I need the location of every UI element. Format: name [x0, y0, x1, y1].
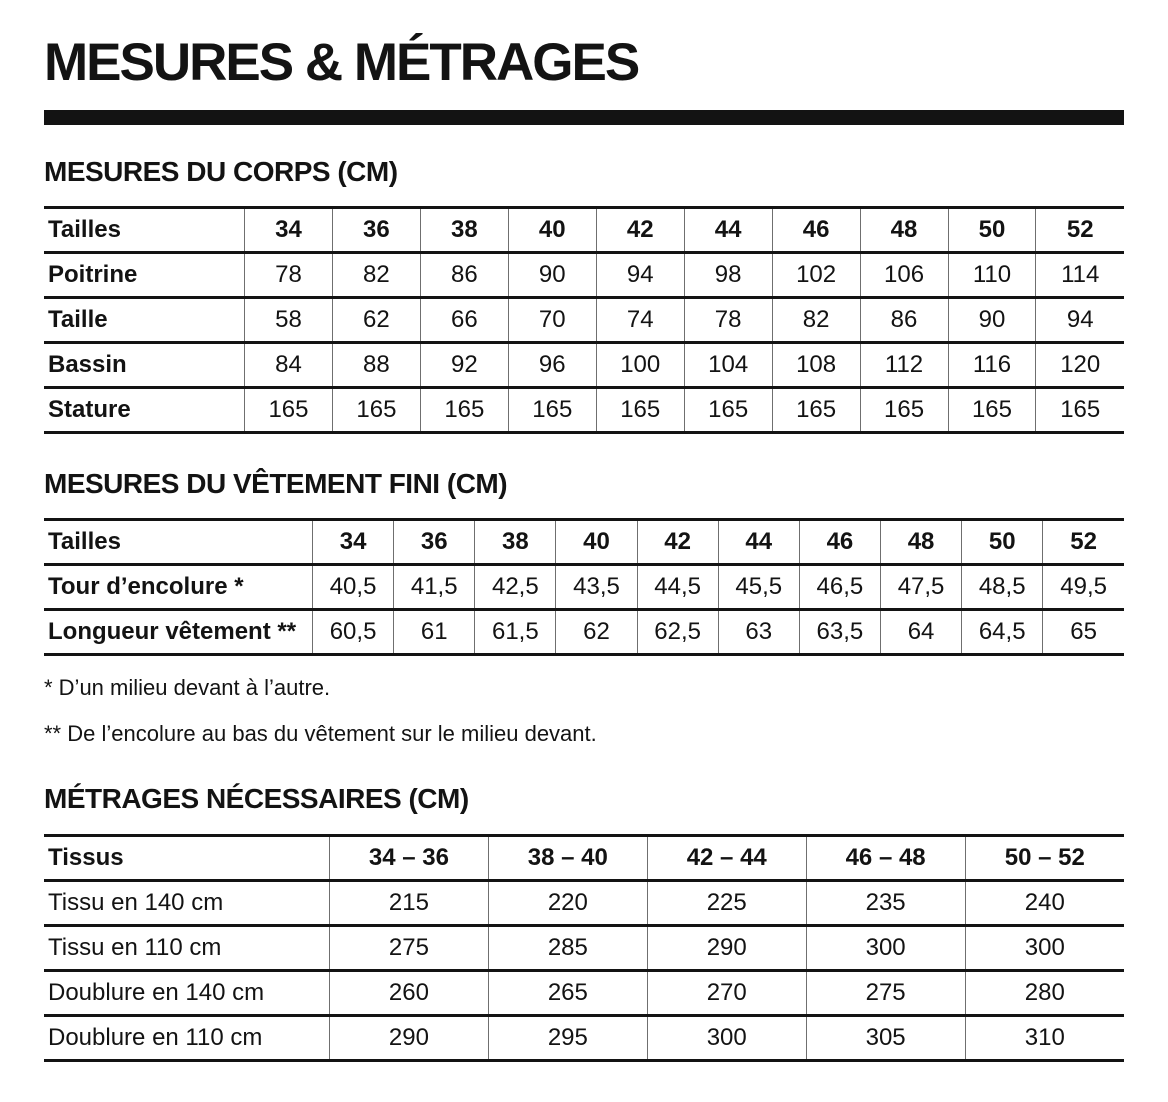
cell: 310	[965, 1016, 1124, 1061]
cell: 165	[684, 388, 772, 433]
row-label: Poitrine	[48, 261, 138, 289]
section-heading-finished-garment: MESURES DU VÊTEMENT FINI (CM)	[44, 468, 508, 500]
column-header: 46	[799, 520, 880, 565]
cell: 116	[948, 343, 1036, 388]
cell: 110	[948, 253, 1036, 298]
cell: 78	[684, 298, 772, 343]
cell: 90	[508, 253, 596, 298]
cell: 47,5	[880, 565, 961, 610]
cell: 66	[420, 298, 508, 343]
footnote-neckline: * D’un milieu devant à l’autre.	[44, 675, 331, 701]
cell: 62	[332, 298, 420, 343]
column-header: 50	[948, 208, 1036, 253]
cell: 43,5	[556, 565, 637, 610]
row-label: Tissu en 140 cm	[48, 889, 224, 917]
footnote-garment-length: ** De l’encolure au bas du vêtement sur le milieu devant.	[44, 721, 597, 747]
column-header: 46	[772, 208, 860, 253]
column-header: 40	[556, 520, 637, 565]
header-row	[44, 520, 1124, 565]
cell: 96	[508, 343, 596, 388]
section-heading-body-measurements: MESURES DU CORPS (CM)	[44, 156, 398, 188]
cell: 215	[330, 881, 489, 926]
cell: 94	[596, 253, 684, 298]
cell: 108	[772, 343, 860, 388]
cell: 220	[488, 881, 647, 926]
column-header: 38	[475, 520, 556, 565]
cell: 64,5	[962, 610, 1043, 655]
cell: 64	[880, 610, 961, 655]
row-label-header: Tailles	[48, 216, 121, 244]
column-header: 44	[684, 208, 772, 253]
column-header: 48	[880, 520, 961, 565]
cell: 305	[806, 1016, 965, 1061]
cell: 42,5	[475, 565, 556, 610]
cell: 300	[647, 1016, 806, 1061]
cell: 98	[684, 253, 772, 298]
row-label: Longueur vêtement **	[48, 618, 297, 646]
column-header: 34 – 36	[330, 836, 489, 881]
cell: 61,5	[475, 610, 556, 655]
cell: 78	[245, 253, 333, 298]
fabric-requirements-table	[44, 834, 1124, 1062]
cell: 100	[596, 343, 684, 388]
cell: 275	[330, 926, 489, 971]
cell: 295	[488, 1016, 647, 1061]
column-header: 48	[860, 208, 948, 253]
cell: 86	[420, 253, 508, 298]
cell: 49,5	[1043, 565, 1124, 610]
cell: 40,5	[313, 565, 394, 610]
cell: 165	[245, 388, 333, 433]
cell: 84	[245, 343, 333, 388]
cell: 90	[948, 298, 1036, 343]
cell: 285	[488, 926, 647, 971]
cell: 300	[806, 926, 965, 971]
cell: 102	[772, 253, 860, 298]
cell: 46,5	[799, 565, 880, 610]
cell: 114	[1036, 253, 1124, 298]
cell: 260	[330, 971, 489, 1016]
table-row	[44, 253, 1124, 298]
section-body-measurements	[44, 158, 1124, 434]
table-row	[44, 343, 1124, 388]
cell: 41,5	[394, 565, 475, 610]
column-header: 36	[332, 208, 420, 253]
header-row	[44, 208, 1124, 253]
column-header: 50	[962, 520, 1043, 565]
cell: 225	[647, 881, 806, 926]
cell: 86	[860, 298, 948, 343]
column-header: 50 – 52	[965, 836, 1124, 881]
cell: 265	[488, 971, 647, 1016]
row-label-header: Tailles	[48, 528, 121, 556]
cell: 235	[806, 881, 965, 926]
page-title: MESURES & MÉTRAGES	[44, 33, 639, 92]
column-header: 44	[718, 520, 799, 565]
column-header: 34	[245, 208, 333, 253]
table-row	[44, 1016, 1124, 1061]
header-row	[44, 836, 1124, 881]
column-header: 42	[596, 208, 684, 253]
row-label-header: Tissus	[48, 844, 124, 872]
row-label: Doublure en 140 cm	[48, 979, 265, 1007]
cell: 74	[596, 298, 684, 343]
table-row	[44, 926, 1124, 971]
cell: 270	[647, 971, 806, 1016]
cell: 165	[772, 388, 860, 433]
row-label: Stature	[48, 396, 131, 424]
cell: 62,5	[637, 610, 718, 655]
table-row	[44, 388, 1124, 433]
row-label: Taille	[48, 306, 108, 334]
cell: 275	[806, 971, 965, 1016]
row-label: Tissu en 110 cm	[48, 934, 222, 962]
cell: 92	[420, 343, 508, 388]
cell: 290	[647, 926, 806, 971]
cell: 165	[860, 388, 948, 433]
cell: 65	[1043, 610, 1124, 655]
column-header: 40	[508, 208, 596, 253]
cell: 82	[772, 298, 860, 343]
cell: 61	[394, 610, 475, 655]
column-header: 36	[394, 520, 475, 565]
cell: 165	[508, 388, 596, 433]
cell: 280	[965, 971, 1124, 1016]
column-header: 46 – 48	[806, 836, 965, 881]
cell: 165	[1036, 388, 1124, 433]
cell: 165	[420, 388, 508, 433]
cell: 48,5	[962, 565, 1043, 610]
cell: 60,5	[313, 610, 394, 655]
cell: 104	[684, 343, 772, 388]
cell: 44,5	[637, 565, 718, 610]
finished-garment-table	[44, 518, 1124, 656]
cell: 62	[556, 610, 637, 655]
column-header: 38	[420, 208, 508, 253]
cell: 94	[1036, 298, 1124, 343]
cell: 63,5	[799, 610, 880, 655]
cell: 120	[1036, 343, 1124, 388]
row-label: Doublure en 110 cm	[48, 1024, 263, 1052]
cell: 70	[508, 298, 596, 343]
section-heading-fabric-requirements: MÉTRAGES NÉCESSAIRES (CM)	[44, 783, 469, 815]
body-measurements-table	[44, 206, 1124, 434]
column-header: 52	[1043, 520, 1124, 565]
cell: 82	[332, 253, 420, 298]
cell: 112	[860, 343, 948, 388]
cell: 165	[948, 388, 1036, 433]
section-finished-garment-measurements	[44, 470, 1124, 747]
cell: 106	[860, 253, 948, 298]
column-header: 52	[1036, 208, 1124, 253]
table-row	[44, 298, 1124, 343]
cell: 300	[965, 926, 1124, 971]
cell: 45,5	[718, 565, 799, 610]
row-label: Tour d’encolure *	[48, 573, 244, 601]
column-header: 42 – 44	[647, 836, 806, 881]
section-fabric-requirements	[44, 785, 1124, 1062]
table-row	[44, 610, 1124, 655]
cell: 165	[596, 388, 684, 433]
table-row	[44, 881, 1124, 926]
cell: 88	[332, 343, 420, 388]
table-row	[44, 565, 1124, 610]
table-row	[44, 971, 1124, 1016]
column-header: 34	[313, 520, 394, 565]
cell: 63	[718, 610, 799, 655]
row-label: Bassin	[48, 351, 127, 379]
title-divider-bar	[44, 110, 1124, 125]
cell: 165	[332, 388, 420, 433]
cell: 58	[245, 298, 333, 343]
cell: 290	[330, 1016, 489, 1061]
column-header: 42	[637, 520, 718, 565]
cell: 240	[965, 881, 1124, 926]
column-header: 38 – 40	[488, 836, 647, 881]
